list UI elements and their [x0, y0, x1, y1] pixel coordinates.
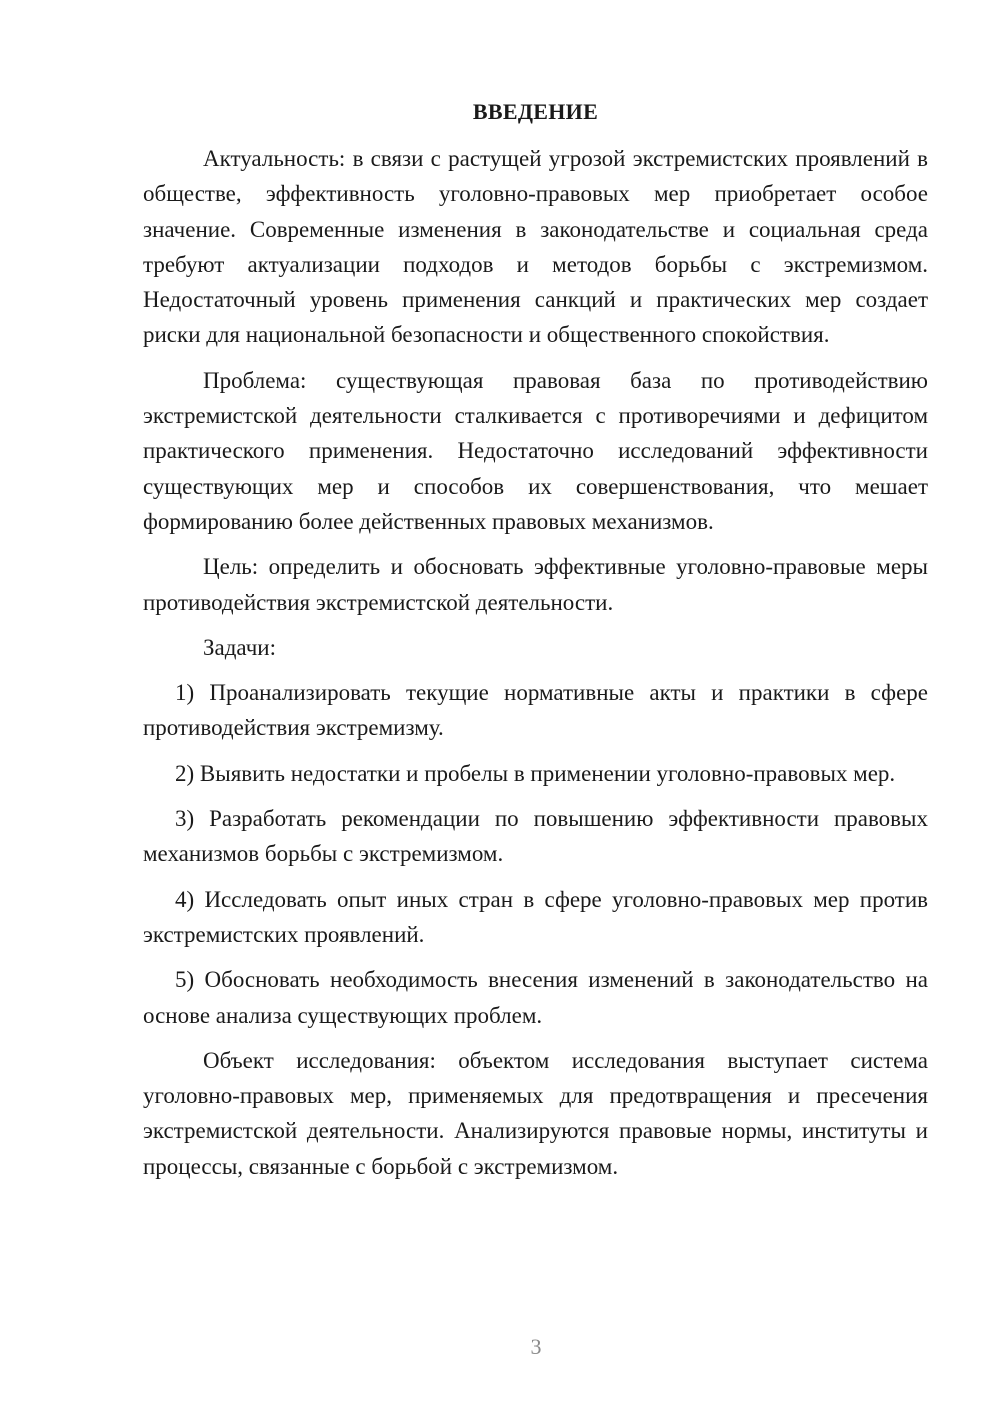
paragraph-goal: Цель: определить и обосновать эффективные уголовно-правовые меры противодействия экстремистской деятельности. [143, 554, 928, 615]
page-number: 3 [530, 1334, 542, 1359]
task-item: 3) Разработать рекомендации по повышению эффективности правовых механизмов борьбы с экстремизмом. [143, 806, 928, 867]
paragraph-relevance: Актуальность: в связи с растущей угрозой экстремистских проявлений в обществе, эффективность уголовно-правовых мер приобретает особое значение. Современные изменения в законодательстве и социальная среда требуют актуализации подходов и методов борьбы с экстремизмом. Недостаточный уровень применения санкций и практических мер создает риски для национальной безопасности и общественного спокойствия. [143, 146, 928, 348]
task-item: 4) Исследовать опыт иных стран в сфере уголовно-правовых мер против экстремистских проявлений. [143, 886, 928, 947]
section-heading: ВВЕДЕНИЕ [472, 99, 599, 124]
task-item: 1) Проанализировать текущие нормативные акты и практики в сфере противодействия экстремизму. [143, 680, 928, 741]
tasks-label: Задачи: [203, 634, 276, 660]
document-body [143, 94, 928, 1194]
paragraph-object: Объект исследования: объектом исследования выступает система уголовно-правовых мер, применяемых для предотвращения и пресечения экстремистской деятельности. Анализируются правовые нормы, институты и процессы, связанные с борьбой с экстремизмом. [143, 1047, 928, 1179]
task-item: 2) Выявить недостатки и пробелы в применении уголовно-правовых мер. [175, 760, 896, 786]
paragraph-problem: Проблема: существующая правовая база по противодействию экстремистской деятельности сталкивается с противоречиями и дефицитом практического применения. Недостаточно исследований эффективности существующих мер и способов их совершенствования, что мешает формированию более действенных правовых механизмов. [143, 367, 928, 534]
task-item: 5) Обосновать необходимость внесения изменений в законодательство на основе анализа существующих проблем. [143, 967, 928, 1028]
